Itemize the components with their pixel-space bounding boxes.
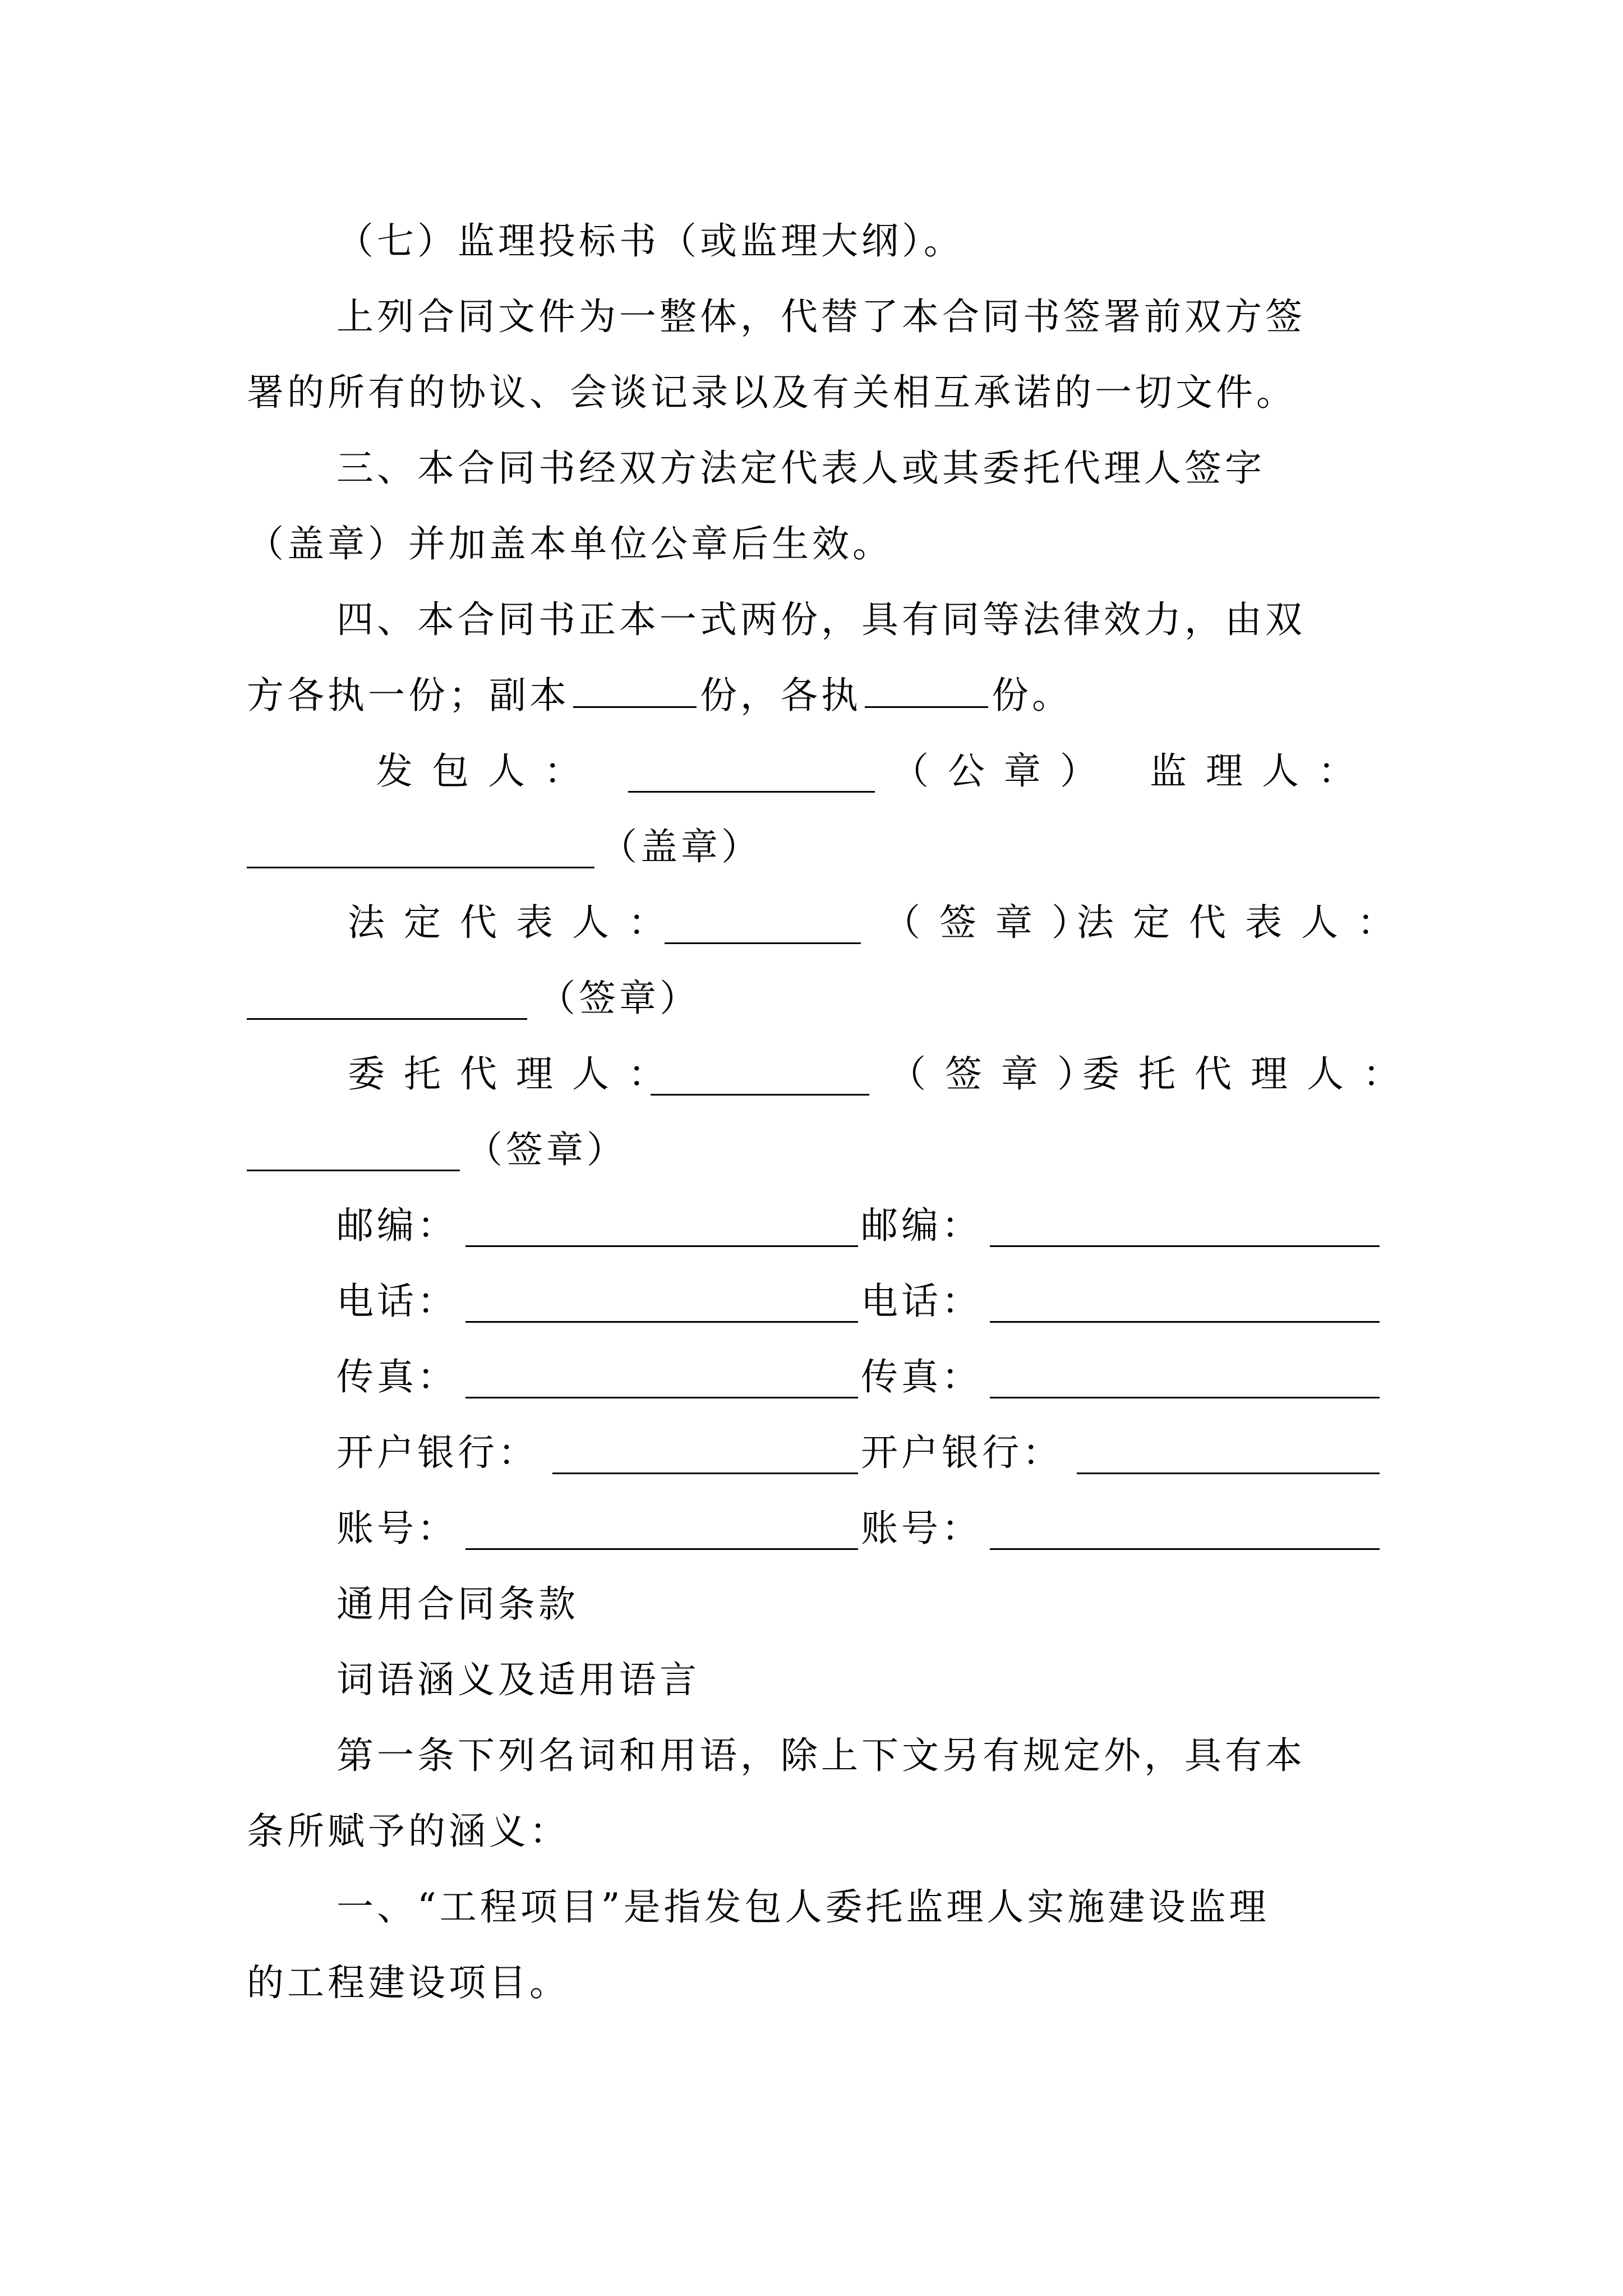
- supervisor-postcode-label: 邮编：: [861, 1204, 982, 1247]
- supervisor-account-field[interactable]: [990, 1548, 1380, 1550]
- clause-4-line-1: 四、本合同书正本一式两份，具有同等法律效力，由双: [336, 598, 1306, 641]
- definitions-heading: 词语涵义及适用语言: [336, 1658, 700, 1701]
- employer-label: 发包人：: [376, 749, 600, 793]
- employer-agent-blank[interactable]: [651, 1094, 869, 1096]
- contract-document-item-7: （七）监理投标书（或监理大纲）。: [336, 219, 964, 263]
- supervisor-legal-rep-label: 法定代表人：: [1077, 901, 1413, 944]
- supervisor-fax-label: 传真：: [861, 1355, 982, 1398]
- employer-legal-rep-label: 法定代表人：: [348, 901, 684, 944]
- supervisor-agent-sign-label: （签章）: [465, 1128, 627, 1171]
- supervisor-legal-rep-blank[interactable]: [247, 1018, 527, 1020]
- article-1-line-1: 第一条下列名词和用语，除上下文另有规定外，具有本: [336, 1734, 1306, 1777]
- copies-label: 方各执一份；副本: [247, 674, 570, 717]
- employer-legal-rep-blank[interactable]: [665, 942, 861, 944]
- supervisor-agent-blank[interactable]: [247, 1170, 460, 1171]
- supervisor-postcode-field[interactable]: [990, 1245, 1380, 1247]
- clause-3-line-2: （盖章）并加盖本单位公章后生效。: [247, 522, 893, 565]
- copies-each-blank[interactable]: [865, 673, 988, 708]
- supervisor-bank-label: 开户银行：: [861, 1431, 1063, 1474]
- copies-each-label: 份，各执: [700, 674, 861, 717]
- supervisor-seal-label: （盖章）: [600, 825, 762, 868]
- employer-postcode-label: 邮编：: [336, 1204, 458, 1247]
- clause-3-line-1: 三、本合同书经双方法定代表人或其委托代理人签字: [336, 447, 1265, 490]
- employer-agent-label: 委托代理人：: [348, 1052, 684, 1096]
- employer-phone-field[interactable]: [465, 1321, 858, 1323]
- supervisor-bank-field[interactable]: [1077, 1473, 1380, 1474]
- supervisor-legal-rep-sign-label: （签章）: [538, 977, 700, 1020]
- definition-1-line-1: 一、“工程项目”是指发包人委托监理人实施建设监理: [336, 1885, 1270, 1929]
- employer-phone-label: 电话：: [336, 1280, 458, 1323]
- employer-postcode-field[interactable]: [465, 1245, 858, 1247]
- definition-1-line-2: 的工程建设项目。: [247, 1961, 570, 2004]
- supervisor-phone-label: 电话：: [861, 1280, 982, 1323]
- supervisor-account-label: 账号：: [861, 1507, 982, 1550]
- duplicate-count-blank[interactable]: [573, 673, 697, 708]
- employer-fax-label: 传真：: [336, 1355, 458, 1398]
- employer-bank-field[interactable]: [552, 1473, 858, 1474]
- whole-contract-paragraph-line-2: 署的所有的协议、会谈记录以及有关相互承诺的一切文件。: [247, 371, 1297, 414]
- employer-agent-sign-label: （签章）: [889, 1052, 1113, 1096]
- employer-bank-label: 开户银行：: [336, 1431, 538, 1474]
- supervisor-seal-blank[interactable]: [247, 867, 594, 868]
- whole-contract-paragraph-line-1: 上列合同文件为一整体，代替了本合同书签署前双方签: [336, 295, 1306, 338]
- article-1-line-2: 条所赋予的涵义：: [247, 1810, 570, 1853]
- supervisor-phone-field[interactable]: [990, 1321, 1380, 1323]
- employer-fax-field[interactable]: [465, 1397, 858, 1398]
- supervisor-fax-field[interactable]: [990, 1397, 1380, 1398]
- employer-legal-rep-sign-label: （签章）: [883, 901, 1108, 944]
- employer-seal-blank[interactable]: [628, 791, 875, 793]
- general-terms-heading: 通用合同条款: [336, 1582, 579, 1626]
- supervisor-agent-label: 委托代理人：: [1082, 1052, 1419, 1096]
- supervisor-label: 监理人：: [1150, 749, 1374, 793]
- employer-account-field[interactable]: [465, 1548, 858, 1550]
- copies-end-label: 份。: [992, 674, 1072, 717]
- employer-account-label: 账号：: [336, 1507, 458, 1550]
- clause-4-line-2: [247, 670, 1072, 721]
- official-seal-label: （公章）: [892, 749, 1116, 793]
